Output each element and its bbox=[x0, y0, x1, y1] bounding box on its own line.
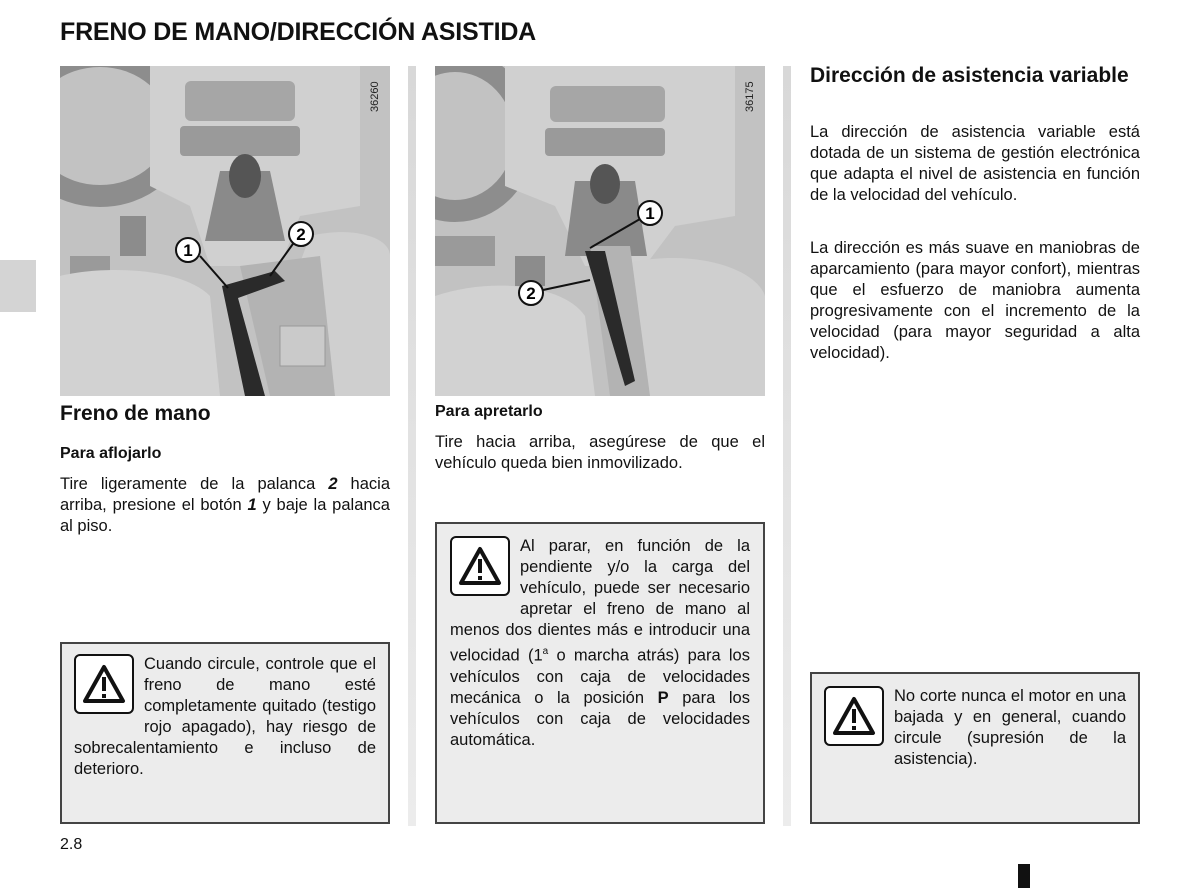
park-position-ref: P bbox=[657, 688, 669, 707]
handbrake-warning-box bbox=[60, 642, 390, 824]
button-ref: 1 bbox=[247, 496, 257, 514]
handbrake-apply-illustration bbox=[435, 66, 765, 396]
warning-triangle-icon bbox=[824, 686, 884, 746]
handbrake-release-illustration bbox=[60, 66, 390, 396]
release-instructions: Tire ligeramente de la palanca 2 hacia arriba, presione el botón 1 y baje la palanca al piso. bbox=[60, 475, 391, 535]
apply-subheading: Para apretarlo bbox=[435, 403, 543, 420]
page-number: 2.8 bbox=[60, 836, 83, 853]
callout-1: 1 bbox=[645, 204, 655, 223]
warning-text: Al parar, en función de la pendiente y/o la carga del vehículo, puede ser necesario apretar el freno de mano al menos dos dientes más e introducir una velocidad (1$^a$ o marcha atrás) para los vehículos con caja de velocidades mecánica o la posición P para los vehículos con caja de velocidades automática. bbox=[450, 537, 750, 749]
lever-ref: 2 bbox=[328, 475, 338, 493]
warning-triangle-icon bbox=[74, 654, 134, 714]
steering-paragraph-1: La dirección de asistencia variable está dotada de un sistema de gestión electrónica que adapta el nivel de asistencia en función de la velocidad del vehículo. bbox=[810, 123, 1140, 204]
callout-2: 2 bbox=[296, 225, 306, 244]
column-separator bbox=[408, 66, 416, 826]
steering-paragraph-2: La dirección es más suave en maniobras de aparcamiento (para mayor confort), mientras que el esfuerzo de maniobra aumenta progresivamente con el incremento de la velocidad (para mayor seguridad a alta velocidad). bbox=[810, 239, 1140, 362]
apply-instructions: Tire hacia arriba, asegúrese de que el vehículo queda bien inmovilizado. bbox=[435, 433, 765, 472]
column-separator bbox=[783, 66, 791, 826]
callout-2: 2 bbox=[526, 284, 536, 303]
section-tab bbox=[0, 260, 36, 312]
release-subheading: Para aflojarlo bbox=[60, 445, 162, 462]
page-title: FRENO DE MANO/DIRECCIÓN ASISTIDA bbox=[60, 18, 537, 46]
parking-warning-box bbox=[435, 522, 765, 824]
illustration-code: 36260 bbox=[369, 81, 381, 112]
page-marker bbox=[1018, 864, 1030, 888]
callout-1: 1 bbox=[183, 241, 193, 260]
warning-text: Cuando circule, controle que el freno de mano esté completamente quitado (testigo rojo apagado), hay riesgo de sobrecalentamiento e incluso de deterioro. bbox=[74, 655, 376, 778]
warning-triangle-icon bbox=[450, 536, 510, 596]
engine-warning-box bbox=[810, 672, 1140, 824]
warning-text: No corte nunca el motor en una bajada y en general, cuando circule (supresión de la asistencia). bbox=[894, 687, 1126, 768]
steering-heading: Dirección de asistencia variable bbox=[810, 64, 1129, 87]
handbrake-heading: Freno de mano bbox=[60, 402, 211, 425]
illustration-code: 36175 bbox=[744, 81, 756, 112]
